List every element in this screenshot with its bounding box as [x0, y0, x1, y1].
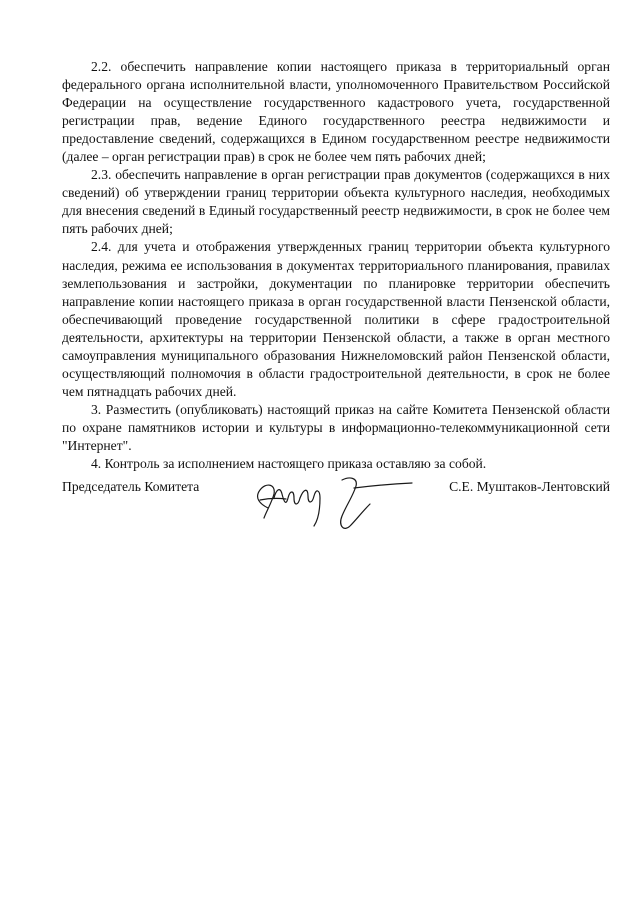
paragraph-2-4: 2.4. для учета и отображения утвержденных границ территории объекта культурного наследия, режима ее использования в документах территориального планирования, правилах землепользования и застройки, документации по планировке территории обеспечить направление копии настоящего приказа в орган государственной власти Пензенской области, обеспечивающий проведение государственной политики в сфере градостроительной деятельности, архитектуры на территории Пензенской области, а также в орган местного самоуправления муниципального образования Нижнеломовский район Пензенской области, осуществляющий полномочия в области градостроительной деятельности, в срок не более чем пятнадцать рабочих дней.	[62, 239, 610, 399]
signatory-name: С.Е. Муштаков-Лентовский	[449, 479, 610, 494]
handwritten-signature	[230, 468, 420, 538]
signature-block	[62, 468, 610, 538]
document-body	[62, 58, 610, 473]
paragraph-3: 3. Разместить (опубликовать) настоящий приказ на сайте Комитета Пензенской области по охране памятников истории и культуры в информационно-телекоммуникационной сети "Интернет".	[62, 401, 610, 453]
paragraph-2-2: 2.2. обеспечить направление копии настоящего приказа в территориальный орган федерального органа исполнительной власти, уполномоченного Правительством Российской Федерации на осуществление государственного кадастрового учета, государственной регистрации прав, ведение Единого государственного реестра недвижимости и предоставление сведений, содержащихся в Едином государственном реестре недвижимости (далее – орган регистрации прав) в срок не более чем пять рабочих дней;	[62, 59, 610, 165]
signatory-title: Председатель Комитета	[62, 479, 200, 494]
paragraph-2-3: 2.3. обеспечить направление в орган регистрации прав документов (содержащихся в них сведений) об утверждении границ территории объекта культурного наследия, необходимых для внесения сведений в Единый государственный реестр недвижимости, в срок не более чем пять рабочих дней;	[62, 167, 610, 237]
paragraph-4: 4. Контроль за исполнением настоящего приказа оставляю за собой.	[91, 456, 487, 472]
